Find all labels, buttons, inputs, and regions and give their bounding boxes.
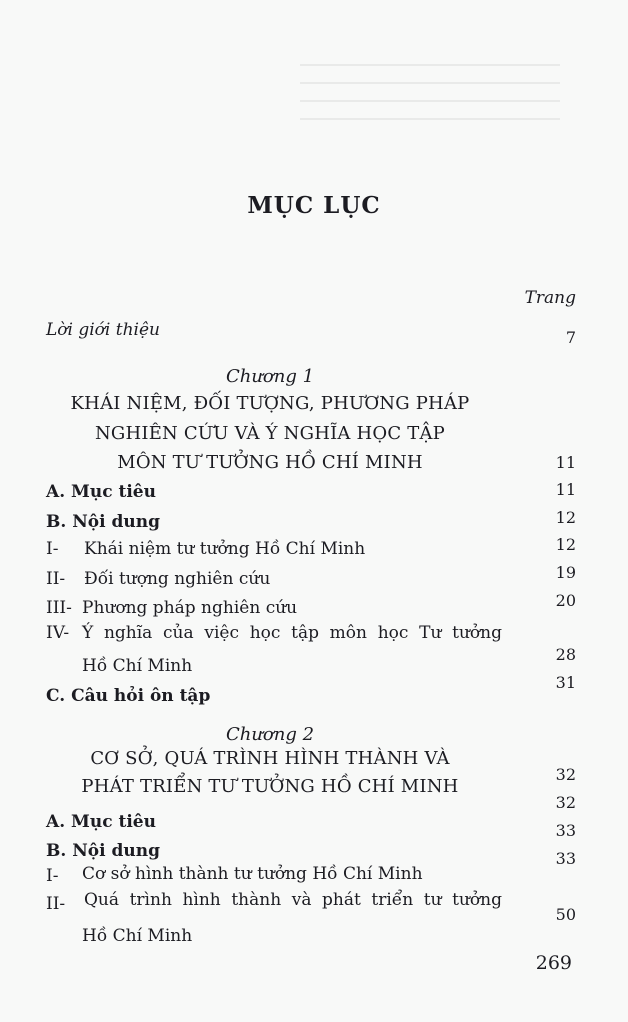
chapter-1-section-a-page: 11 [555, 480, 576, 499]
chapter-2-section-b: B. Nội dung [46, 841, 160, 861]
chapter-2-title-line-2: PHÁT TRIỂN TƯ TƯỞNG HỒ CHÍ MINH [81, 776, 459, 797]
toc-entry-intro: Lời giới thiệu [46, 320, 160, 340]
chapter-2-section-a-page: 32 [555, 793, 576, 812]
chapter-2-section-b-page: 33 [555, 821, 576, 840]
chapter-1-item-1: Khái niệm tư tưởng Hồ Chí Minh [84, 539, 366, 559]
page-title: MỤC LỤC [247, 192, 381, 219]
chapter-1-item-2: Đối tượng nghiên cứu [84, 569, 271, 589]
chapter-1-section-b-page: 12 [555, 508, 576, 527]
chapter-2-item-1-page: 33 [555, 849, 576, 868]
chapter-1-title-line-1: KHÁI NIỆM, ĐỐI TƯỢNG, PHƯƠNG PHÁP [70, 393, 470, 414]
chapter-1-title-line-2: NGHIÊN CỨU VÀ Ý NGHĨA HỌC TẬP [94, 423, 445, 444]
chapter-1-section-a: A. Mục tiêu [46, 482, 156, 502]
chapter-1-label: Chương 1 [225, 366, 315, 387]
chapter-2-item-2: Quá trình hình thành và phát triển tư tưởng [84, 890, 502, 910]
page-number: 269 [535, 952, 572, 974]
chapter-1-item-4-page: 28 [555, 645, 576, 664]
chapter-1-item-4-numeral: IV- [46, 623, 70, 643]
chapter-1-item-3: Phương pháp nghiên cứu [82, 598, 298, 618]
chapter-1-section-c-page: 31 [555, 673, 576, 692]
chapter-2-item-1-numeral: I- [46, 866, 59, 886]
chapter-1-title-line-3: MÔN TƯ TƯỞNG HỒ CHÍ MINH [117, 452, 423, 473]
chapter-1-item-2-numeral: II- [46, 569, 66, 589]
chapter-1-section-c: C. Câu hỏi ôn tập [46, 686, 211, 706]
chapter-1-item-4-continued: Hồ Chí Minh [82, 656, 193, 676]
page-column-header: Trang [524, 288, 576, 308]
toc-page-intro: 7 [565, 328, 576, 347]
chapter-2-section-a: A. Mục tiêu [46, 812, 156, 832]
chapter-2-item-2-continued: Hồ Chí Minh [82, 926, 193, 946]
bleed-through-text [300, 60, 560, 120]
chapter-2-item-1: Cơ sở hình thành tư tưởng Hồ Chí Minh [82, 864, 423, 884]
chapter-1-item-3-numeral: III- [46, 598, 72, 618]
chapter-1-item-2-page: 19 [555, 563, 576, 582]
chapter-1-title-page: 11 [555, 453, 576, 472]
chapter-1-item-1-numeral: I- [46, 539, 59, 559]
chapter-2-title-line-1: CƠ SỞ, QUÁ TRÌNH HÌNH THÀNH VÀ [90, 748, 450, 769]
chapter-2-title-page: 32 [555, 765, 576, 784]
chapter-2-item-2-page: 50 [555, 905, 576, 924]
chapter-2-item-2-numeral: II- [46, 894, 66, 914]
chapter-1-item-3-page: 20 [555, 591, 576, 610]
chapter-2-label: Chương 2 [225, 724, 315, 745]
chapter-1-item-1-page: 12 [555, 535, 576, 554]
chapter-1-section-b: B. Nội dung [46, 512, 160, 532]
chapter-1-item-4: Ý nghĩa của việc học tập môn học Tư tưởng [82, 623, 502, 643]
